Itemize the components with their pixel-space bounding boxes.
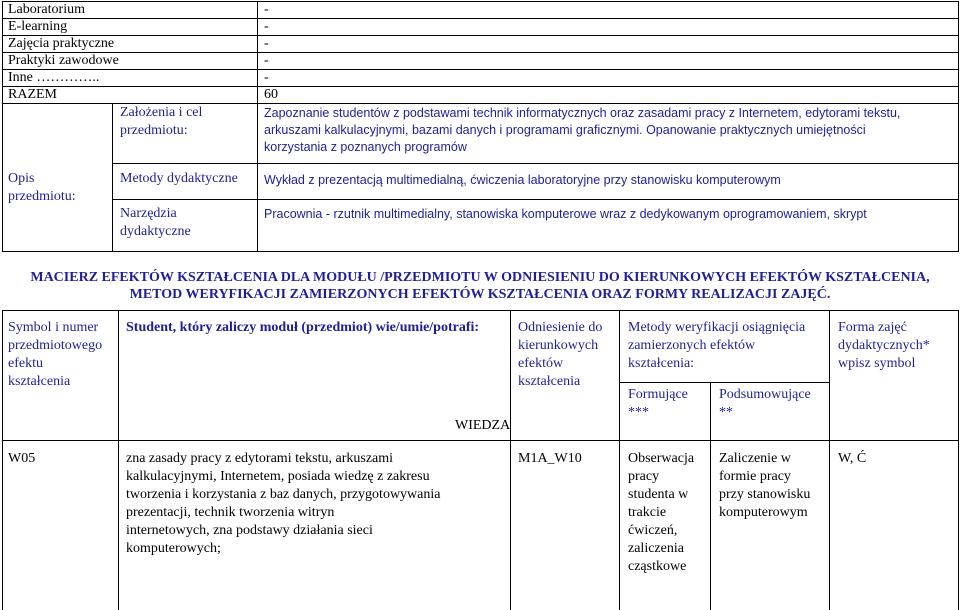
header-symbol-line: przedmiotowego <box>8 338 103 353</box>
row-inne-value: - <box>264 70 269 85</box>
row-formujace-line: Obserwacja <box>628 451 695 466</box>
header-metody-line: Metody weryfikacji osiągnięcia <box>628 320 806 335</box>
row-podsumowujace-line: Zaliczenie w <box>719 451 791 466</box>
row-forma: W, Ć <box>838 451 867 466</box>
header-formujace-line: *** <box>628 405 649 420</box>
zalozenia-text-1: Zapoznanie studentów z podstawami technik informatycznych oraz zasadami pracy z Internetem, edytorami tekstu, <box>264 106 901 120</box>
row-podsumowujace-line: formie pracy <box>719 469 791 484</box>
row-razem-value: 60 <box>264 87 278 102</box>
narzedzia-label-2: dydaktyczne <box>120 224 191 239</box>
row-zajecia-value: - <box>264 36 269 51</box>
row-formujace-line: studenta w <box>628 487 689 502</box>
opis-label-2: przedmiotu: <box>8 189 76 204</box>
header-forma-line: dydaktycznych* <box>838 338 930 353</box>
row-description-line: prezentacji, technik tworzenia witryn <box>126 505 335 520</box>
header-forma-line: Forma zajęć <box>838 320 907 335</box>
row-laboratorium-label: Laboratorium <box>8 2 85 17</box>
header-symbol-line: efektu <box>8 356 43 371</box>
header-podsumowujace-line: Podsumowujące <box>719 387 811 402</box>
row-description-line: tworzenia i korzystania z baz danych, przygotowywania <box>126 487 441 502</box>
row-elearning-value: - <box>264 19 269 34</box>
header-symbol-line: kształcenia <box>8 374 71 389</box>
row-zajecia-label: Zajęcia praktyczne <box>8 36 115 51</box>
metody-dydaktyczne-label: Metody dydaktyczne <box>120 171 238 186</box>
row-laboratorium-value: - <box>264 2 269 17</box>
row-inne-label: Inne ………….. <box>8 70 100 85</box>
header-wiedza: WIEDZA <box>455 418 511 433</box>
header-odniesienie-line: kierunkowych <box>518 338 599 353</box>
header-symbol-line: Symbol i numer <box>8 320 99 335</box>
row-razem-label: RAZEM <box>8 87 57 102</box>
row-elearning-label: E-learning <box>8 19 68 34</box>
macierz-title-2: METOD WERYFIKACJI ZAMIERZONYCH EFEKTÓW KSZTAŁCENIA ORAZ FORMY REALIZACJI ZAJĘĆ. <box>129 287 831 302</box>
header-metody-line: kształcenia: <box>628 356 695 371</box>
zalozenia-label-2: przedmiotu: <box>120 123 188 138</box>
row-formujace-line: zaliczenia <box>628 541 684 556</box>
row-formujace-line: trakcie <box>628 505 667 520</box>
row-podsumowujace-line: komputerowym <box>719 505 808 520</box>
header-podsumowujace-line: ** <box>719 405 733 420</box>
row-praktyki-label: Praktyki zawodowe <box>8 53 119 68</box>
zalozenia-text-3: korzystania z poznanych programów <box>264 140 467 154</box>
metody-dydaktyczne-text: Wykład z prezentacją multimedialną, ćwiczenia laboratoryjne przy stanowisku komputerowym <box>264 173 781 187</box>
header-odniesienie-line: efektów <box>518 356 564 371</box>
zalozenia-label-1: Założenia i cel <box>120 105 203 120</box>
header-metody-line: zamierzonych efektów <box>628 338 756 353</box>
row-description-line: zna zasady pracy z edytorami tekstu, arkuszami <box>126 451 394 466</box>
row-odniesienie: M1A_W10 <box>518 451 582 466</box>
header-odniesienie-line: Odniesienie do <box>518 320 603 335</box>
macierz-title-1: MACIERZ EFEKTÓW KSZTAŁCENIA DLA MODUŁU /PRZEDMIOTU W ODNIESIENIU DO KIERUNKOWYCH EFEKTÓW KSZTAŁCENIA, <box>30 270 930 285</box>
narzedzia-text: Pracownia - rzutnik multimedialny, stanowiska komputerowe wraz z dedykowanym oprogramowaniem, skrypt <box>264 207 867 221</box>
row-description-line: kalkulacyjnymi, Internetem, posiada wiedzę z zakresu <box>126 469 430 484</box>
row-formujace-line: pracy <box>628 469 660 484</box>
header-formujace-line: Formujące <box>628 387 688 402</box>
header-forma-line: wpisz symbol <box>838 356 916 371</box>
row-formujace-line: cząstkowe <box>628 559 687 574</box>
opis-label-1: Opis <box>8 171 35 186</box>
header-odniesienie-line: kształcenia <box>518 374 581 389</box>
zalozenia-text-2: arkuszami kalkulacyjnymi, bazami danych i programami graficznymi. Opanowanie praktycznych umiejętności <box>264 123 866 137</box>
row-formujace-line: ćwiczeń, <box>628 523 678 538</box>
row-symbol: W05 <box>8 451 36 466</box>
row-description-line: internetowych, zna podstawy działania sieci <box>126 523 373 538</box>
row-description-line: komputerowych; <box>126 541 221 556</box>
row-podsumowujace-line: przy stanowisku <box>719 487 811 502</box>
row-praktyki-value: - <box>264 53 269 68</box>
narzedzia-label-1: Narzędzia <box>120 206 177 221</box>
header-student: Student, który zaliczy moduł (przedmiot) wie/umie/potrafi: <box>126 320 480 335</box>
